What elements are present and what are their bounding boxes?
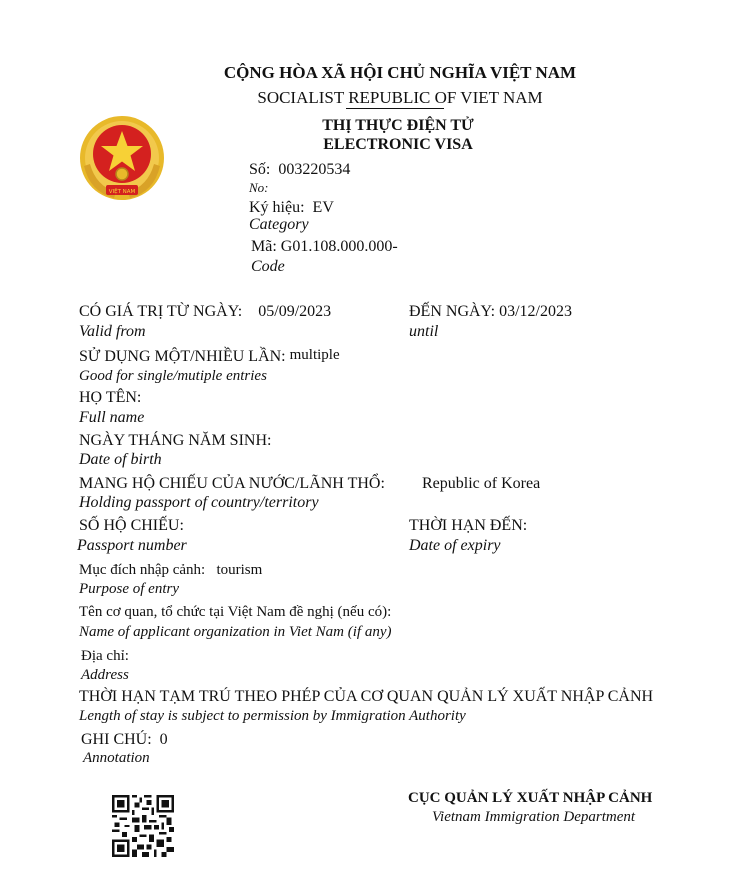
until-label: ĐẾN NGÀY: [409,303,496,320]
document-title-en [0,88,743,108]
organization-label-en: Name of applicant organization in Viet Nam (if any) [79,624,392,640]
valid-from-label-en: Valid from [79,323,146,340]
passport-country-label: MANG HỘ CHIẾU CỦA NƯỚC/LÃNH THỔ: [79,475,385,492]
visa-number-row [249,161,350,179]
code-row [251,238,398,256]
address-label: Địa chỉ: [81,648,129,664]
entries-label: SỬ DỤNG MỘT/NHIỀU LẦN: [79,348,286,365]
category-value: EV [312,199,334,216]
until-row [409,303,572,321]
entries-value: multiple [289,347,340,363]
category-label-en: Category [249,216,309,233]
department-name-vn: CỤC QUẢN LÝ XUẤT NHẬP CẢNH [408,790,653,806]
purpose-label-en: Purpose of entry [79,581,179,597]
annotation-label: GHI CHÚ: [81,731,152,748]
annotation-row [81,731,168,749]
passport-number-label: SỐ HỘ CHIẾU: [79,517,184,534]
dob-label-en: Date of birth [79,451,162,468]
dob-row [79,432,271,450]
stay-label-en: Length of stay is subject to permission by Immigration Authority [79,708,466,724]
document-title-en-text: SOCIALIST REPUBLIC OF VIET NAM [257,88,543,107]
entries-row [79,348,340,366]
visa-number-label-en: No: [249,180,269,195]
stay-label: THỜI HẠN TẠM TRÚ THEO PHÉP CỦA CƠ QUAN QUẢN LÝ XUẤT NHẬP CẢNH [79,688,654,705]
visa-number-label: Số: [249,161,271,178]
annotation-label-en: Annotation [83,750,150,766]
organization-row [79,604,391,621]
until-label-en: until [409,323,439,340]
purpose-value: tourism [216,562,263,578]
full-name-label-en: Full name [79,409,145,426]
address-label-en: Address [81,667,129,683]
purpose-row [79,562,262,579]
purpose-label: Mục đích nhập cảnh: [79,562,206,578]
title-underline [346,108,444,109]
passport-number-row [79,517,184,535]
valid-from-label: CÓ GIÁ TRỊ TỪ NGÀY: [79,303,243,320]
qr-code-icon [112,795,174,857]
emblem-ribbon-text: VIỆT NAM [108,189,136,195]
annotation-value: 0 [159,731,168,748]
expiry-label: THỜI HẠN ĐẾN: [409,517,528,534]
code-label-en: Code [251,258,285,275]
entries-label-en: Good for single/mutiple entries [79,368,267,384]
national-emblem-icon [76,114,168,206]
dob-label: NGÀY THÁNG NĂM SINH: [79,432,272,449]
passport-country-row [79,475,385,493]
visa-title-en: ELECTRONIC VISA [323,136,473,153]
document-title-vn: CỘNG HÒA XÃ HỘI CHỦ NGHĨA VIỆT NAM [223,63,577,82]
passport-number-label-en: Passport number [77,537,187,554]
expiry-row [409,517,527,535]
full-name-label: HỌ TÊN: [79,389,142,406]
until-value: 03/12/2023 [499,303,572,320]
address-row [81,648,129,665]
expiry-label-en: Date of expiry [409,537,501,554]
category-label: Ký hiệu: [249,199,305,216]
full-name-row [79,389,141,407]
code-value: G01.108.000.000- [280,238,398,255]
visa-number-value: 003220534 [278,161,351,178]
category-row [249,199,334,217]
code-label: Mã: [251,238,277,255]
department-name-en: Vietnam Immigration Department [432,809,636,825]
passport-country-value: Republic of Korea [422,475,541,492]
valid-from-row [79,303,331,321]
visa-title-vn: THỊ THỰC ĐIỆN TỬ [322,117,474,134]
valid-from-value: 05/09/2023 [258,303,332,320]
organization-label: Tên cơ quan, tổ chức tại Việt Nam đề nghị (nếu có): [79,604,392,620]
passport-country-label-en: Holding passport of country/territory [79,494,319,511]
